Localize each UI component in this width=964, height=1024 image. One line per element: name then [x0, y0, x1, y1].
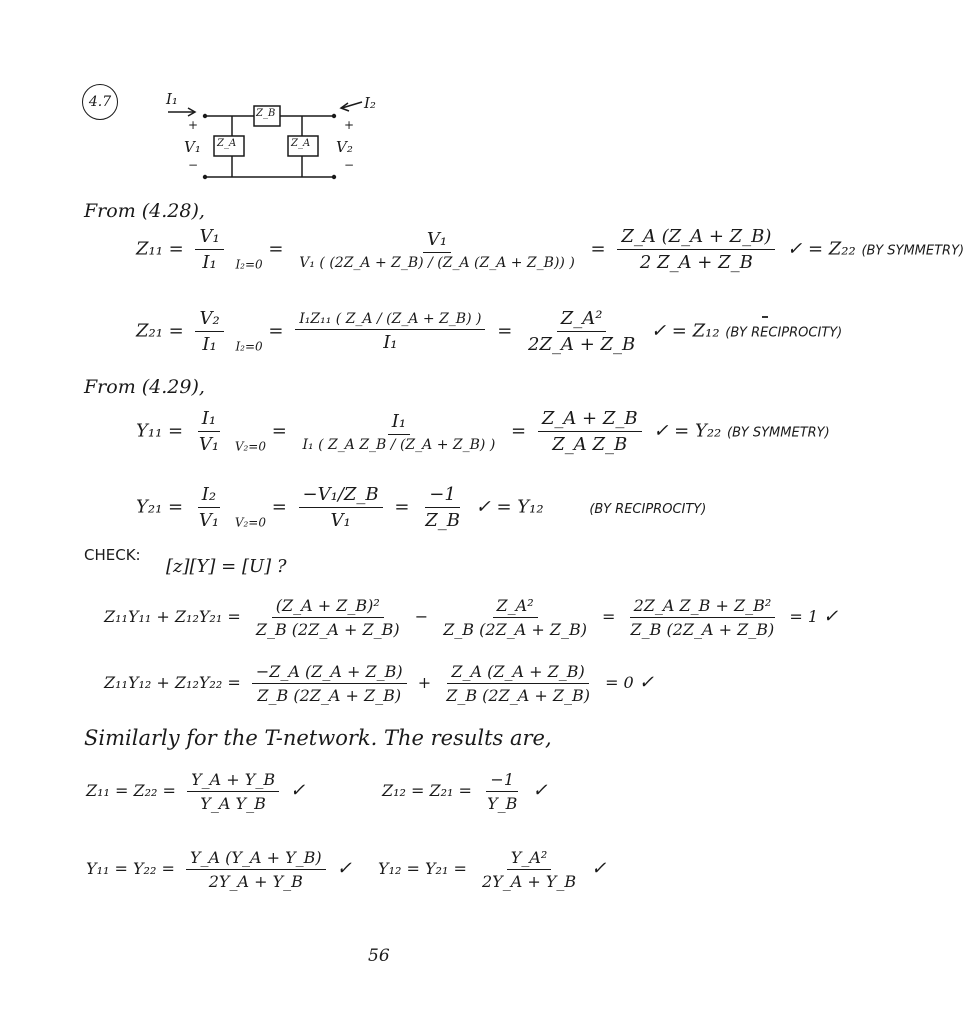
z21-checkmark: ✓ [650, 320, 667, 342]
y11-mid-num: I₁ [388, 411, 410, 435]
t-z12-num: −1 [486, 770, 518, 792]
check2-op: + [417, 673, 432, 692]
t-z12-den: Y_B [487, 794, 518, 813]
z11-lhs: Z₁₁ = [136, 238, 184, 260]
check2-result: = 0 [605, 673, 634, 692]
z11-note: (BY SYMMETRY) [861, 243, 964, 259]
plus-right: + [344, 118, 355, 132]
check1-lhs: Z₁₁Y₁₁ + Z₁₂Y₂₁ = [104, 607, 241, 626]
y11-f1-den: V₁ [198, 434, 220, 455]
y21-res-num: −1 [425, 484, 460, 508]
y21-f1-num: I₂ [198, 484, 220, 508]
y21-res-den: Z_B [425, 510, 460, 531]
check-row-1: Z₁₁Y₁₁ + Z₁₂Y₂₁ = $\frac{\text{(Z\_A + Z\_B)²}}{Z\_B (2Z\_A + Z\_B)}$ − $\frac{\text{Z\_A²}}{Z\_B (2Z\_A + Z\_B)}$ = $\frac{\text{2Z\_A Z\_B + Z\_B²}}{Z\_B (2Z\_A + Z\_B)}$ = 1 ✓ [104, 596, 839, 639]
v1-label: V₁ [184, 138, 201, 156]
z21-mid-den: I₁ [383, 331, 398, 353]
i1-label: I₁ [166, 90, 178, 108]
y11-note: (BY SYMMETRY) [727, 425, 830, 441]
y21-note: (BY RECIPROCITY) [589, 501, 707, 517]
y11-equation: Y₁₁ = $\frac{\text{I₁}}{\text{V₁}}$ $_{V_2=0}$ = $\frac{\text{I₁}}{\text{I₁ ( Z\_A Z\_B / (Z\_A + Z\_B) )}}$ = $\frac{Z\_A + Z\_B}{\text{Z\_A Z\_B}}$ ✓ = Y₂₂ (BY SYMMETRY) [136, 408, 830, 455]
z11-f1-num: V₁ [195, 226, 223, 250]
check1-result: = 1 [789, 607, 819, 626]
t-z12-checkmark: ✓ [532, 780, 548, 801]
check2-t1-den: Z_B (2Z_A + Z_B) [257, 686, 402, 705]
zb-label: Z_B [256, 108, 276, 119]
t-y11-lhs: Y₁₁ = Y₂₂ = [86, 859, 175, 878]
z21-mid-num: I₁Z₁₁ ( Z_A / (Z_A + Z_B) ) [295, 311, 485, 330]
z11-res-num: Z_A (Z_A + Z_B) [617, 226, 775, 250]
z21-eq: = Z₁₂ [671, 320, 720, 342]
z11-cond: I₂=0 [235, 257, 263, 272]
check2-checkmark: ✓ [638, 672, 654, 693]
z11-equation: Z₁₁ = $\frac{\text{V₁}}{\text{I₁}}$ $_{I_2=0}$ = $\frac{\text{V₁}}{\text{V₁ ( (2Z\_A + Z\_B) / (Z\_A (Z\_A + Z\_B)) )}}$ = $\frac{Z\_A (Z\_A + Z\_B)}{2 Z\_A + Z\_B}$ ✓ = Z₂₂ (BY SYMMETRY) [136, 226, 964, 273]
z21-res-den: 2Z_A + Z_B [528, 334, 636, 355]
t-y11-num: Y_A (Y_A + Y_B) [186, 848, 326, 870]
t-y12-lhs: Y₁₂ = Y₂₁ = [378, 859, 467, 878]
y11-res-den: Z_A Z_B [552, 434, 628, 455]
page-number: 56 [368, 946, 390, 966]
t-z11-checkmark: ✓ [290, 780, 306, 801]
t-z12-lhs: Z₁₂ = Z₂₁ = [382, 781, 472, 800]
t-y12-num: Y_A² [507, 848, 552, 870]
z11-mid-num: V₁ [423, 229, 451, 253]
y21-checkmark: ✓ [475, 496, 491, 518]
t-y11-den: 2Y_A + Y_B [208, 872, 303, 891]
check2-lhs: Z₁₁Y₁₂ + Z₁₂Y₂₂ = [104, 673, 241, 692]
check-row-2 [104, 662, 654, 705]
z11-f1-den: I₁ [202, 252, 217, 273]
t-y12-equation [378, 848, 606, 891]
y11-lhs: Y₁₁ = [136, 420, 184, 442]
t-z11-den: Y_A Y_B [200, 794, 266, 813]
t-z11-num: Y_A + Y_B [187, 770, 279, 792]
check1-t1-num: (Z_A + Z_B)² [272, 596, 384, 618]
check2-t1-num: −Z_A (Z_A + Z_B) [252, 662, 407, 684]
z21-f1-den: I₁ [202, 334, 217, 355]
check-heading: CHECK: [84, 546, 141, 564]
check1-t3-den: Z_B (2Z_A + Z_B) [630, 620, 775, 639]
y11-res-num: Z_A + Z_B [538, 408, 642, 432]
t-z12-equation [382, 770, 548, 813]
y11-cond: V₂=0 [234, 439, 266, 454]
check-question: [z][Y] = [U] ? [166, 556, 287, 577]
problem-number-text: 4.7 [88, 94, 112, 110]
z21-lhs: Z₂₁ = [136, 320, 184, 342]
t-z11-equation [86, 770, 305, 813]
check1-t2-num: Z_A² [493, 596, 538, 618]
z21-res-num: Z_A² [557, 308, 607, 332]
y21-mid-num: −V₁/Z_B [299, 484, 383, 508]
z21-cond: I₂=0 [235, 339, 263, 354]
minus-right: − [344, 158, 355, 172]
z11-res-den: 2 Z_A + Z_B [639, 252, 753, 273]
i2-label: I₂ [364, 94, 376, 112]
scan-edge-mark [762, 316, 768, 318]
y21-eq: = Y₁₂ [496, 496, 544, 518]
t-y11-checkmark: ✓ [336, 858, 352, 879]
pi-network-diagram [0, 0, 768, 200]
t-z11-lhs: Z₁₁ = Z₂₂ = [86, 781, 176, 800]
z21-note: (BY RECIPROCITY) [725, 325, 843, 341]
minus-left: − [188, 158, 199, 172]
z11-checkmark: ✓ [787, 238, 803, 260]
y11-mid-den: I₁ ( Z_A Z_B / (Z_A + Z_B) ) [302, 436, 496, 453]
check1-t2-den: Z_B (2Z_A + Z_B) [443, 620, 587, 639]
z21-f1-num: V₂ [195, 308, 223, 332]
similarly-heading: Similarly for the T-network. The results are, [84, 726, 552, 750]
check1-t3-num: 2Z_A Z_B + Z_B² [630, 596, 776, 618]
check1-checkmark: ✓ [823, 606, 839, 627]
y21-lhs: Y₂₁ = [136, 496, 184, 518]
z11-eq: = Z₂₂ [807, 238, 856, 260]
y11-checkmark: ✓ [653, 420, 669, 442]
t-y11-equation [86, 848, 352, 891]
y21-equation: Y₂₁ = $\frac{\text{I₂}}{\text{V₁}}$ $_{V_2=0}$ = $\frac{\text{−V₁/Z\_B}}{\text{V₁}}$ = $\frac{-1}{Z\_B}$ ✓ = Y₁₂ (BY RECIPROCITY) [136, 484, 707, 531]
v2-label: V₂ [336, 138, 353, 156]
check2-t2-den: Z_B (2Z_A + Z_B) [446, 686, 590, 705]
z21-equation: Z₂₁ = $\frac{\text{V₂}}{\text{I₁}}$ $_{I_2=0}$ = $\frac{\text{I₁Z₁₁ ( Z\_A / (Z\_A + Z\_B) )}}{\text{I₁}}$ = $\frac{\text{Z\_A²}}{2Z\_A + Z\_B}$ ✓ = Z₁₂ (BY RECIPROCITY) [136, 308, 843, 355]
y11-f1-num: I₁ [198, 408, 220, 432]
from-429-heading: From (4.29), [84, 376, 205, 398]
y21-f1-den: V₁ [198, 510, 220, 531]
check1-t1-den: Z_B (2Z_A + Z_B) [255, 620, 400, 639]
from-428-heading: From (4.28), [84, 200, 205, 222]
check1-op: − [414, 607, 429, 626]
z11-mid-den: V₁ ( (2Z_A + Z_B) / (Z_A (Z_A + Z_B)) ) [299, 254, 575, 271]
t-y12-checkmark: ✓ [591, 858, 607, 879]
y21-cond: V₂=0 [234, 515, 266, 530]
y21-mid-den: V₁ [330, 510, 351, 531]
t-y12-den: 2Y_A + Y_B [481, 872, 577, 891]
za-right-label: Z_A [291, 138, 311, 149]
za-left-label: Z_A [217, 138, 237, 149]
check2-t2-num: Z_A (Z_A + Z_B) [447, 662, 588, 684]
plus-left: + [188, 118, 199, 132]
y11-eq: = Y₂₂ [674, 420, 722, 442]
